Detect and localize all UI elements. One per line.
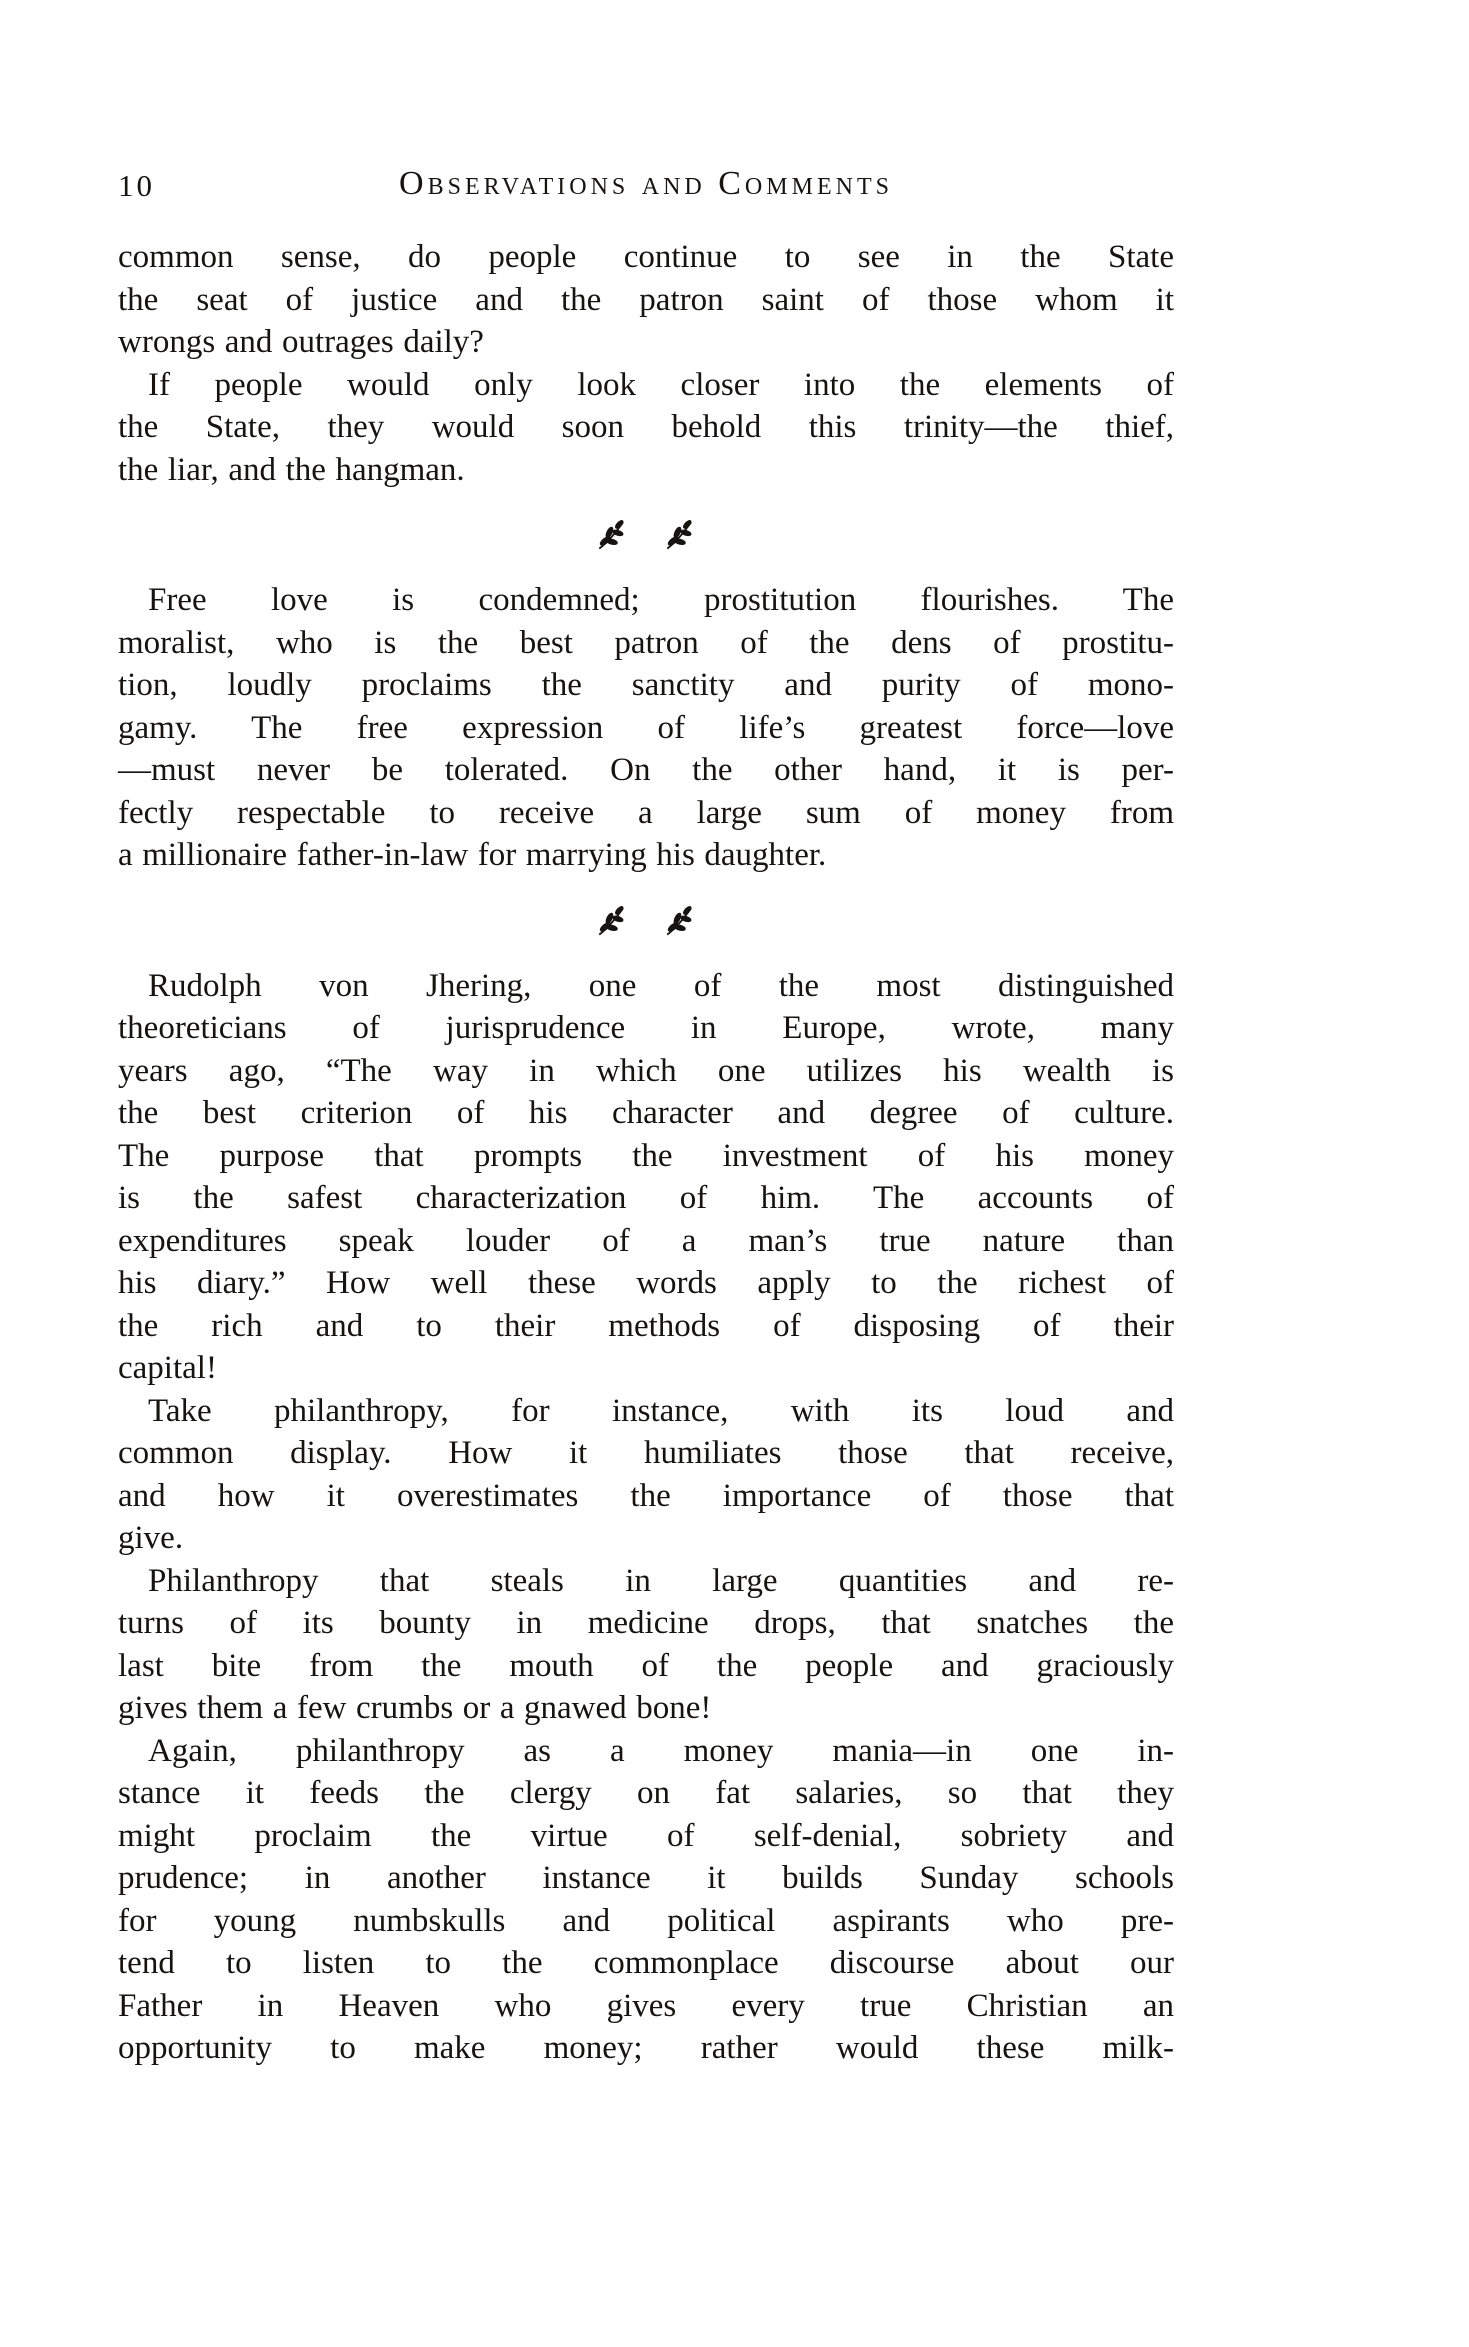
page-header: [118, 165, 1174, 209]
leaf-ornament-icon: [595, 904, 629, 938]
text-line: prudence; in another instance it builds Sunday schools: [118, 1860, 1174, 1896]
running-title: Observations and Comments: [399, 165, 893, 202]
paragraph: [118, 965, 1174, 1390]
text-line: expenditures speak louder of a man’s true nature than: [118, 1222, 1174, 1259]
text-column: [118, 236, 1174, 2070]
text-line: for young numbskulls and political aspirants who pre-: [118, 1902, 1174, 1939]
text-line: common display. How it humiliates those that receive,: [118, 1435, 1174, 1471]
text-line: the State, they would soon behold this trinity—the thief,: [118, 409, 1174, 445]
text-line: The purpose that prompts the investment of his money: [118, 1137, 1174, 1174]
text-line: the best criterion of his character and degree of culture.: [118, 1095, 1174, 1131]
text-line: —must never be tolerated. On the other hand, it is per-: [118, 752, 1174, 788]
paragraph: [118, 364, 1174, 492]
text-line: is the safest characterization of him. The accounts of: [118, 1180, 1174, 1216]
text-line: the rich and to their methods of disposing of their: [118, 1307, 1174, 1344]
text-line: years ago, “The way in which one utilizes his wealth is: [118, 1052, 1174, 1089]
text-line: moralist, who is the best patron of the dens of prostitu-: [118, 624, 1174, 661]
text-line: might proclaim the virtue of self-denial, sobriety and: [118, 1817, 1174, 1854]
text-line: wrongs and outrages daily?: [118, 324, 484, 360]
text-line: common sense, do people continue to see in the State: [118, 239, 1174, 275]
text-line: gives them a few crumbs or a gnawed bone!: [118, 1690, 712, 1726]
leaf-ornament-icon: [595, 518, 629, 552]
text-line: his diary.” How well these words apply to the richest of: [118, 1265, 1174, 1301]
text-line: Father in Heaven who gives every true Christian an: [118, 1987, 1174, 2024]
leaf-ornament-icon: [663, 518, 697, 552]
text-line: If people would only look closer into the elements of: [148, 366, 1174, 403]
ornament-divider: [118, 901, 1174, 941]
paragraph: [118, 579, 1174, 877]
text-line: the liar, and the hangman.: [118, 451, 465, 488]
text-line: stance it feeds the clergy on fat salaries, so that they: [118, 1775, 1174, 1811]
paragraph: [118, 1730, 1174, 2070]
paragraph: [118, 1560, 1174, 1730]
text-line: fectly respectable to receive a large sum of money from: [118, 794, 1174, 831]
text-line: last bite from the mouth of the people and graciously: [118, 1647, 1174, 1684]
text-line: opportunity to make money; rather would these milk-: [118, 2030, 1174, 2066]
text-line: a millionaire father-in-law for marrying his daughter.: [118, 837, 827, 873]
text-line: theoreticians of jurisprudence in Europe, wrote, many: [118, 1010, 1174, 1046]
text-line: gamy. The free expression of life’s greatest force—love: [118, 709, 1174, 746]
text-line: turns of its bounty in medicine drops, that snatches the: [118, 1605, 1174, 1641]
text-line: the seat of justice and the patron saint of those whom it: [118, 281, 1174, 318]
page-number: 10: [118, 168, 155, 203]
text-line: capital!: [118, 1350, 217, 1386]
paragraph: [118, 236, 1174, 364]
paragraph: [118, 1390, 1174, 1560]
text-line: Free love is condemned; prostitution flourishes. The: [148, 582, 1174, 618]
text-line: tion, loudly proclaims the sanctity and purity of mono-: [118, 667, 1174, 703]
text-line: Philanthropy that steals in large quantities and re-: [148, 1562, 1174, 1599]
text-line: Take philanthropy, for instance, with its loud and: [148, 1392, 1174, 1429]
text-line: Again, philanthropy as a money mania—in one in-: [148, 1732, 1174, 1769]
text-line: Rudolph von Jhering, one of the most distinguished: [148, 967, 1174, 1004]
text-line: and how it overestimates the importance of those that: [118, 1477, 1174, 1514]
leaf-ornament-icon: [663, 904, 697, 938]
text-line: give.: [118, 1520, 184, 1556]
text-line: tend to listen to the commonplace discourse about our: [118, 1945, 1174, 1981]
ornament-divider: [118, 515, 1174, 555]
